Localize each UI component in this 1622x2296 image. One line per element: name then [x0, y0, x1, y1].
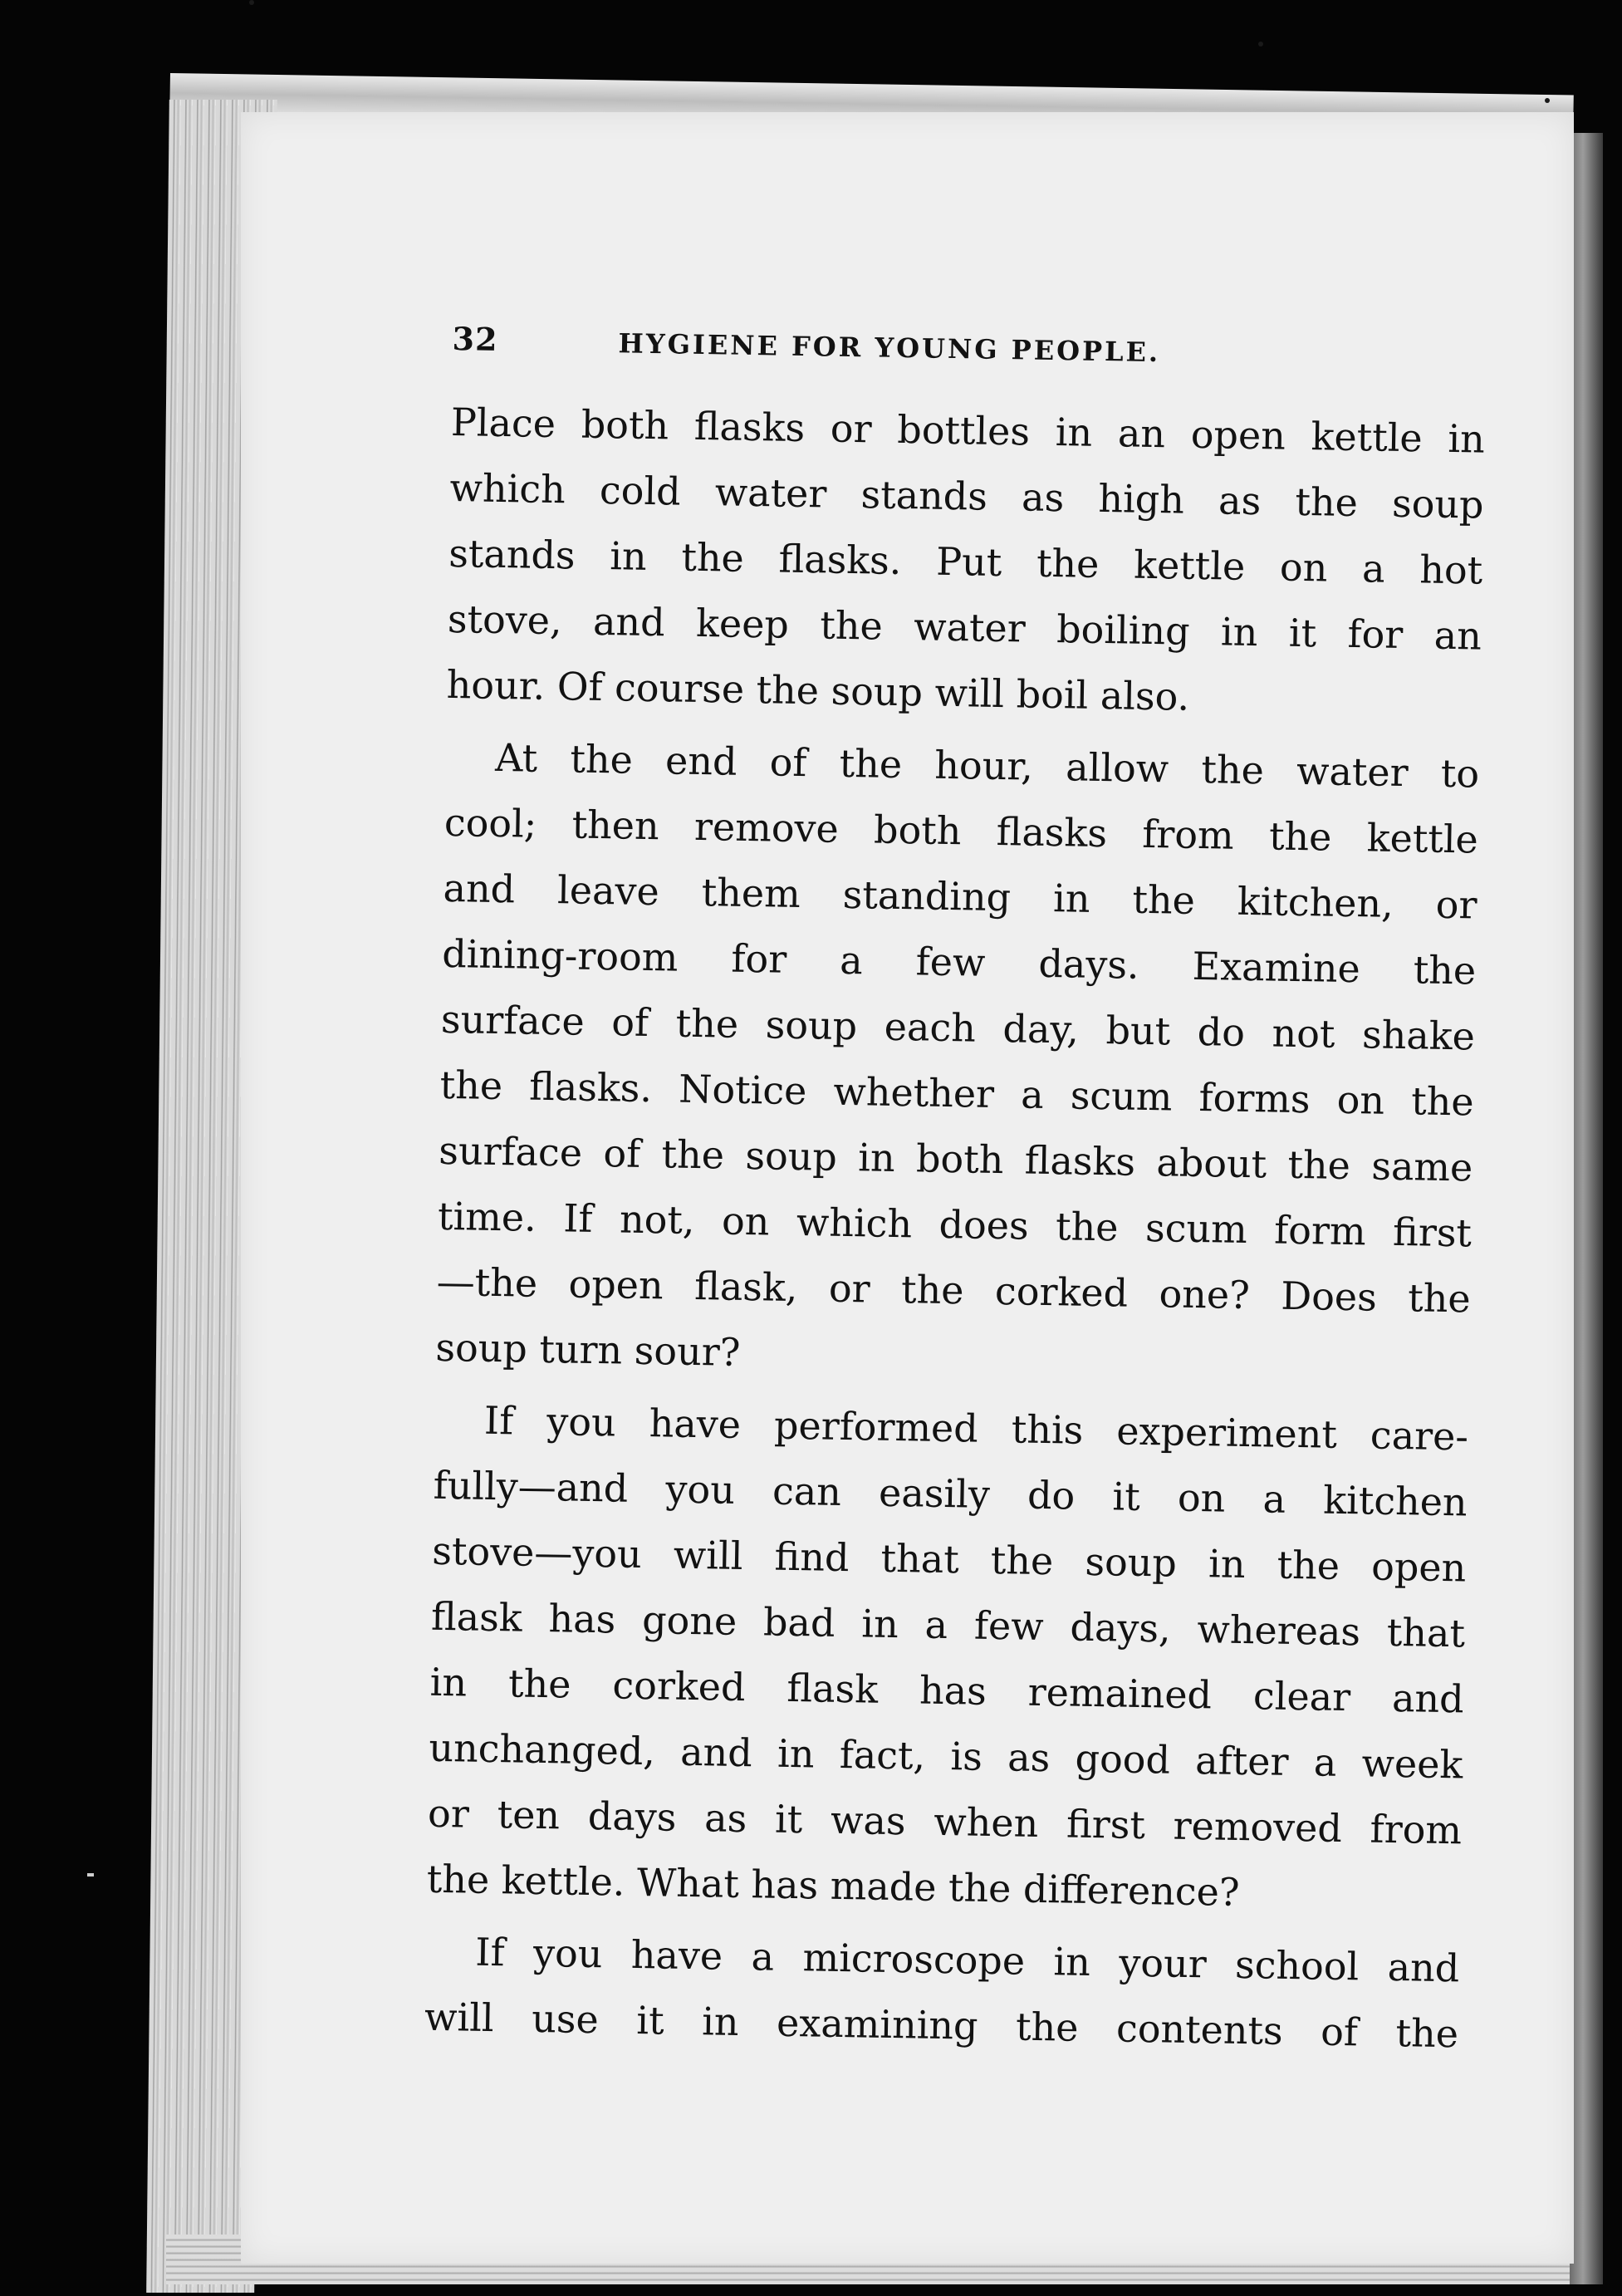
text-line: which cold water stands as high as the soup — [449, 464, 1484, 527]
page-number: 32 — [452, 320, 498, 358]
margin-mark — [87, 1873, 94, 1877]
text-line: stove—you will find that the soup in the open — [431, 1528, 1467, 1591]
text-line: and leave them standing in the kitchen, or — [443, 865, 1477, 928]
text-line: soup turn sour? — [435, 1324, 741, 1375]
dust-speck — [249, 0, 254, 5]
text-line: cool; then remove both flasks from the kettle — [443, 799, 1479, 862]
text-line: will use it in examining the contents of the — [424, 1994, 1459, 2057]
page-text — [424, 320, 1486, 2067]
paragraph-1 — [446, 390, 1485, 735]
text-line: Place both flasks or bottles in an open kettle in — [450, 399, 1486, 462]
text-line: stove, and keep the water boiling in it for an — [447, 596, 1482, 659]
text-line: If you have performed this experiment care- — [483, 1397, 1469, 1460]
paragraph-3 — [426, 1387, 1468, 1930]
text-line: surface of the soup each day, but do not shake — [440, 996, 1476, 1059]
dust-speck — [1258, 42, 1263, 47]
text-line: the flasks. Notice whether a scum forms on the — [439, 1062, 1475, 1125]
book-cover-right-edge — [1570, 133, 1603, 2284]
text-line: hour. Of course the soup will boil also. — [446, 661, 1190, 719]
text-line: or ten days as it was when first removed from — [427, 1790, 1463, 1853]
text-line: flask has gone bad in a few days, whereas that — [430, 1593, 1466, 1656]
text-line: stands in the flasks. Put the kettle on a hot — [448, 530, 1483, 593]
text-line: in the corked flask has remained clear and — [429, 1659, 1465, 1722]
text-line: —the open flask, or the corked one? Does the — [436, 1258, 1472, 1322]
text-line: the kettle. What has made the difference? — [426, 1856, 1240, 1915]
text-line: If you have a microscope in your school and — [474, 1929, 1460, 1991]
text-line: time. If not, on which does the scum form first — [437, 1193, 1473, 1256]
paragraph-4 — [424, 1919, 1459, 2068]
text-line: surface of the soup in both flasks about the same — [438, 1127, 1473, 1190]
text-line: dining-room for a few days. Examine the — [441, 930, 1477, 993]
text-line: At the end of the hour, allow the water to — [494, 734, 1480, 797]
text-line: fully—and you can easily do it on a kitchen — [433, 1462, 1468, 1525]
dust-speck — [1545, 98, 1550, 103]
paragraph-2 — [435, 724, 1480, 1398]
text-line: unchanged, and in fact, is as good after a week — [429, 1724, 1463, 1788]
running-title: HYGIENE FOR YOUNG PEOPLE. — [618, 327, 1161, 369]
